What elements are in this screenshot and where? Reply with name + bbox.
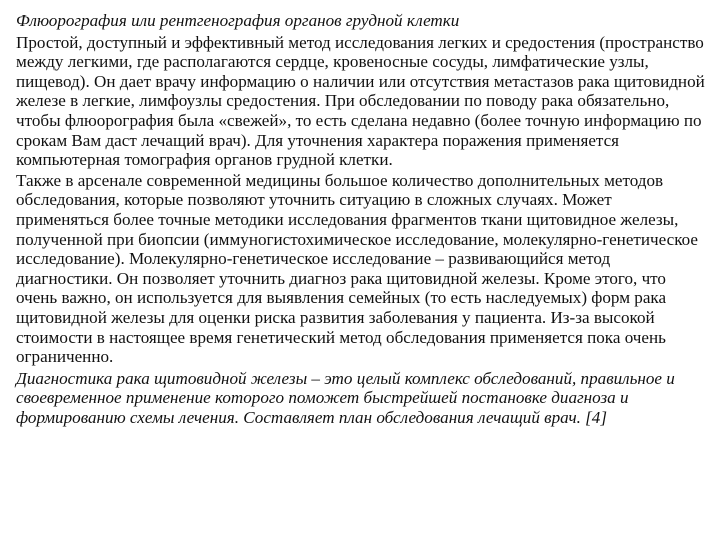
closing-summary: Диагностика рака щитовидной железы – это целый комплекс обследований, правильное и своевременное применение которого поможет быстрейшей постановке диагноза и формированию схемы лечения. Составляет план обследования лечащий врач. [4]	[16, 368, 675, 427]
slide-content	[16, 11, 706, 427]
section-heading: Флюорография или рентгенография органов грудной клетки	[16, 11, 460, 30]
paragraph-chest-xray: Простой, доступный и эффективный метод исследования легких и средостения (пространство между легкими, где располагаются сердце, кровеносные сосуды, лимфатические узлы, пищевод). Он дает врачу информацию о наличии или отсутствия метастазов рака щитовидной железе в легкие, лимфоузлы средостения. При обследовании по поводу рака обязательно, чтобы флюорография была «свежей», то есть сделана недавно (более точную информацию по срокам Вам даст лечащий врач). Для уточнения характера поражения применяется компьютерная томография органов грудной клетки.	[16, 32, 705, 170]
paragraph-additional-methods: Также в арсенале современной медицины большое количество дополнительных методов обследования, которые позволяют уточнить ситуацию в сложных случаях. Может применяться более точные методики исследования фрагментов ткани щитовидное железы, полученной при биопсии (иммуногистохимическое исследование, молекулярно-генетическое исследование). Молекулярно-генетическое исследование – развивающийся метод диагностики. Он позволяет уточнить диагноз рака щитовидной железы. Кроме этого, что очень важно, он используется для выявления семейных (то есть наследуемых) форм рака щитовидной железы для оценки риска развития заболевания у пациента. Из-за высокой стоимости в настоящее время генетический метод обследования применяется пока очень ограниченно.	[16, 170, 699, 367]
